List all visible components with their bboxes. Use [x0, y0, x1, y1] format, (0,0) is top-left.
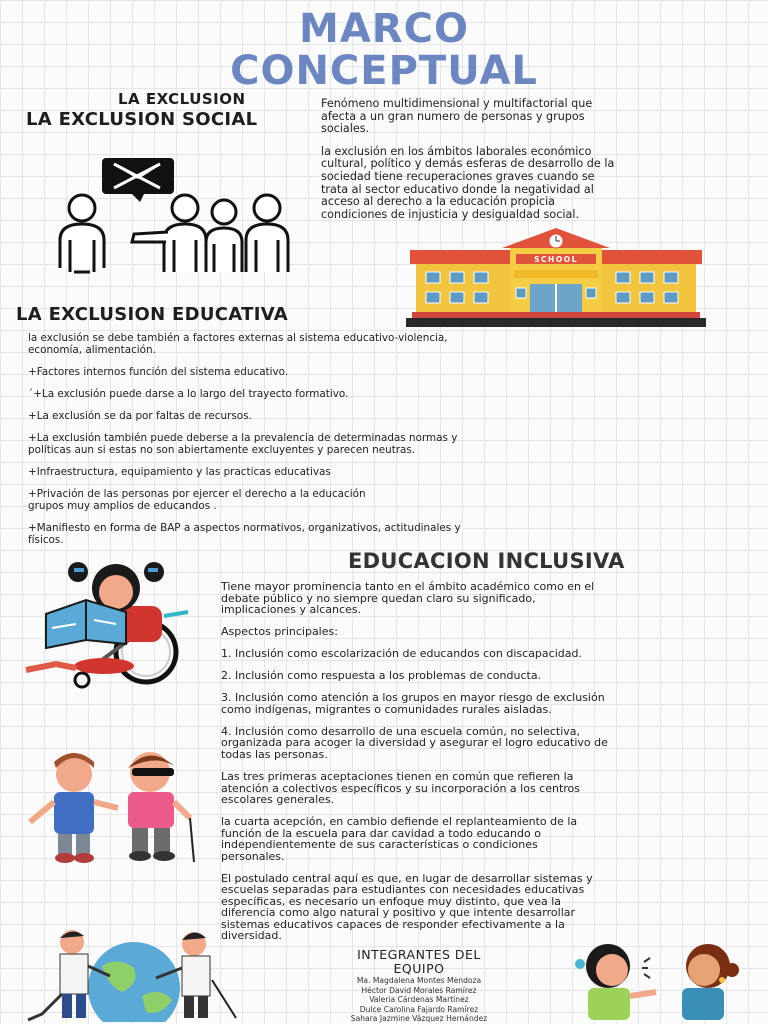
excluded-person-icon — [60, 195, 104, 272]
list-item: +La exclusión se da por faltas de recursos. — [28, 410, 252, 423]
inclusiva-paragraph: la cuarta acepción, en cambio defiende el replanteamiento de la función de la escuela para dar cavidad a todo educando o independientemente de sus características o condiciones personales. — [221, 815, 578, 863]
heading-exclusion-educativa: LA EXCLUSION EDUCATIVA — [16, 304, 288, 325]
exclusion-paragraph: Fenómeno multidimensional y multifactorial que afecta a un gran numero de personas y grupos sociales. — [321, 97, 593, 136]
inclusiva-paragraph: 2. Inclusión como respuesta a los problemas de conducta. — [221, 669, 542, 683]
two-kids-illustration — [24, 748, 200, 864]
inclusiva-paragraph: 4. Inclusión como desarrollo de una escuela común, no selectiva, organizada para acoger la diversidad y asegurar el logro educativo de todas las personas. — [221, 724, 608, 761]
talking-girls-illustration — [572, 940, 752, 1020]
exclusion-paragraph: la exclusión en los ámbitos laborales económico cultural, político y demás esferas de desarrollo de la sociedad tiene recuperaciones graves cuando se trata al sector educativo donde la negatividad al acceso al derecho a la educación propicia condiciones de injusticia y desigualdad social. — [321, 144, 615, 221]
title-line-2: CONCEPTUAL — [230, 48, 538, 94]
speech-bubble-x-icon — [102, 158, 174, 202]
inclusiva-paragraph: 1. Inclusión como escolarización de educandos con discapacidad. — [221, 647, 582, 661]
school-sign-label: SCHOOL — [534, 255, 578, 264]
heading-exclusion-social: LA EXCLUSION SOCIAL — [26, 109, 258, 130]
inclusiva-paragraph: El postulado central aquí es que, en lugar de desarrollar sistemas y escuelas separadas para estudiantes con necesidades educativas específicas, es necesario un enfoque muy distinto, que vea la diferencia como algo natural y positivo y que intente desarrollar sistemas educativos capaces de responder efectivamente a la diversidad. — [221, 871, 593, 943]
team-heading — [324, 948, 514, 976]
team-member: Sahara Jazmine Vázquez Hernández — [350, 1014, 488, 1024]
wheelchair-girl-illustration — [16, 558, 196, 690]
list-item: +Factores internos función del sistema educativo. — [28, 365, 289, 378]
school-building-illustration — [406, 226, 706, 330]
page-title — [0, 8, 768, 92]
team-member: Dulce Carolina Fajardo Ramírez — [359, 1004, 479, 1014]
group-people-icon — [132, 195, 288, 272]
educacion-inclusiva-text — [221, 581, 741, 952]
inclusiva-paragraph: 3. Inclusión como atención a los grupos en mayor riesgo de exclusión como indígenas, migrantes o comunidades rurales aisladas. — [221, 691, 605, 716]
list-item: la exclusión se debe también a factores externas al sistema educativo-violencia, economía, alimentación. — [28, 332, 448, 356]
team-member: Ma. Magdalena Montes Mendoza — [356, 976, 482, 985]
inclusiva-paragraph: Aspectos principales: — [221, 625, 338, 639]
heading-educacion-inclusiva: EDUCACION INCLUSIVA — [348, 549, 625, 573]
team-title-line-2: EQUIPO — [393, 961, 445, 976]
team-title-line-1: INTEGRANTES DEL — [357, 947, 481, 962]
team-member: Valeria Cárdenas Martínez — [369, 995, 469, 1005]
list-item: +Privación de las personas por ejercer el derecho a la educación grupos muy amplios de educandos . — [28, 488, 366, 512]
exclusion-social-text — [321, 98, 761, 231]
inclusiva-paragraph: Tiene mayor prominencia tanto en el ámbito académico como en el debate público y no siempre quedan claro su significado, implicaciones y alcances. — [221, 580, 595, 616]
globe-kids-illustration — [22, 926, 246, 1022]
inclusiva-paragraph: Las tres primeras aceptaciones tienen en común que refieren la atención a colectivos específicos y su incorporación a los centros escolares generales. — [221, 770, 581, 807]
heading-la-exclusion: LA EXCLUSION — [118, 90, 246, 108]
excluded-people-illustration — [48, 156, 300, 278]
list-item: +Infraestructura, equipamiento y las practicas educativas — [28, 466, 331, 479]
team-member: Héctor David Morales Ramírez — [361, 985, 477, 995]
team-members-list — [324, 976, 514, 1024]
exclusion-educativa-list — [28, 333, 668, 557]
list-item: +Manifiesto en forma de BAP a aspectos normativos, organizativos, actitudinales y físicos. — [28, 522, 461, 546]
list-item: ´+La exclusión puede darse a lo largo del trayecto formativo. — [28, 387, 349, 400]
title-line-1: MARCO — [299, 6, 469, 52]
list-item: +La exclusión también puede deberse a la prevalencia de determinadas normas y políticas aun si estas no son abiertamente excluyentes y parecen neutras. — [28, 432, 458, 456]
